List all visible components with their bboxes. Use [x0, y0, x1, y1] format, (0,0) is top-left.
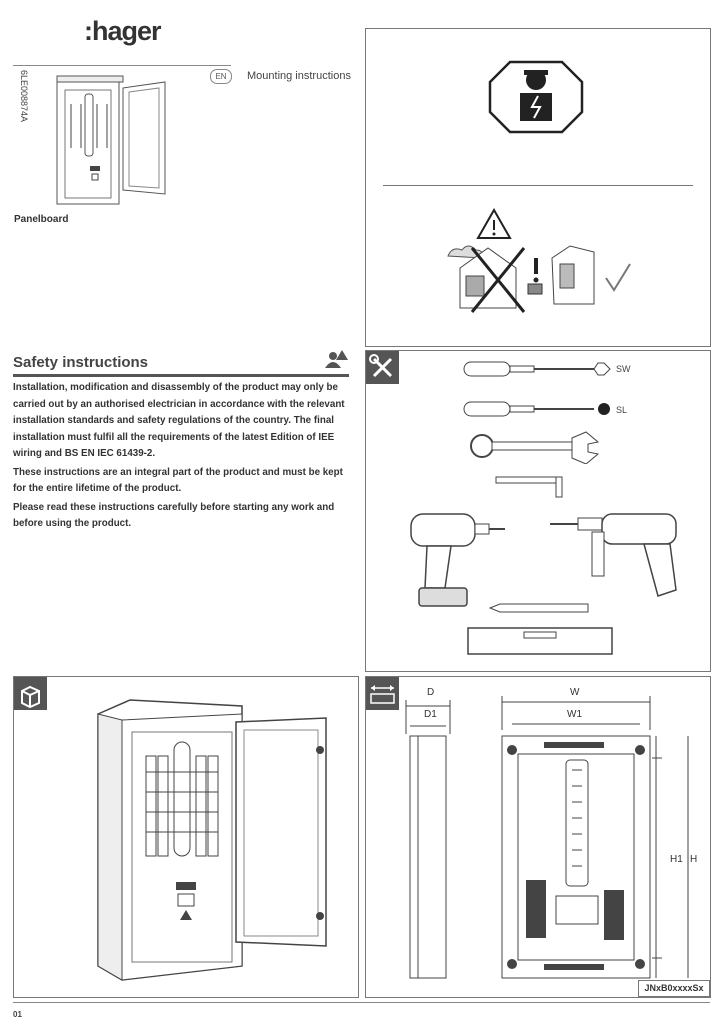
- pencil-icon: [488, 602, 592, 614]
- panelboard-thumbnail: [55, 74, 175, 209]
- dimension-d1-label: D1: [424, 709, 437, 720]
- spirit-level-icon: [466, 624, 616, 658]
- screwdriver-sw-label: SW: [616, 364, 631, 374]
- dimension-d-label: D: [427, 687, 435, 698]
- hammer-drill-icon: [548, 510, 682, 606]
- safety-text: [13, 380, 349, 535]
- model-number: JNxB0xxxxSx: [638, 980, 710, 997]
- wrench-icon: [468, 430, 600, 464]
- hager-logo: :hager: [84, 16, 161, 46]
- dimension-w-label: W: [570, 687, 580, 698]
- safety-paragraph-3: Please read these instructions carefully before starting any work and before using the product.: [13, 501, 335, 529]
- tools-icon-box: [366, 351, 399, 384]
- safety-paragraph-2: These instructions are an integral part of the product and must be kept for the entire lifetime of the product.: [13, 466, 343, 494]
- document-reference: 6LE008874A: [19, 70, 29, 123]
- safety-title: Safety instructions: [13, 354, 149, 371]
- tools-icon: [366, 351, 399, 384]
- panelboard-illustration: [92, 696, 332, 986]
- footer-divider: [13, 1002, 710, 1003]
- dimensions-icon-box: [366, 677, 399, 710]
- screwdriver-sw-icon: [462, 356, 612, 386]
- page-number: 01: [13, 1010, 22, 1019]
- screwdriver-sl-icon: [462, 396, 612, 426]
- dimension-h-label: H: [690, 854, 698, 865]
- document-type: Mounting instructions: [247, 70, 351, 82]
- electrician-icon: [488, 60, 584, 134]
- cordless-drill-icon: [405, 510, 507, 610]
- safety-paragraph-1: Installation, modification and disassembly of the product may only be carried out by an authorised electrician in accordance with the relevant installation standards and safety regulations of the country. The final installation must fulfil all the requirements of the latest Edition of IEE wiring and BS EN IEC 61439-2.: [13, 382, 345, 459]
- dimension-h1-label: H1: [670, 854, 683, 865]
- screwdriver-sl-label: SL: [616, 405, 628, 415]
- dimension-w1-label: W1: [567, 709, 582, 720]
- panel-divider: [383, 185, 693, 186]
- header-divider: [13, 65, 231, 66]
- hex-key-icon: [494, 473, 574, 499]
- ruler-icon: [366, 677, 399, 710]
- installation-warning-illustration: [444, 208, 632, 320]
- box-icon: [14, 677, 47, 710]
- safety-rule: [13, 374, 349, 377]
- dimension-drawing: [400, 690, 704, 982]
- package-icon-box: [14, 677, 47, 710]
- language-badge: EN: [210, 69, 232, 84]
- safety-warning-icon: [323, 348, 349, 370]
- product-name: Panelboard: [14, 214, 69, 225]
